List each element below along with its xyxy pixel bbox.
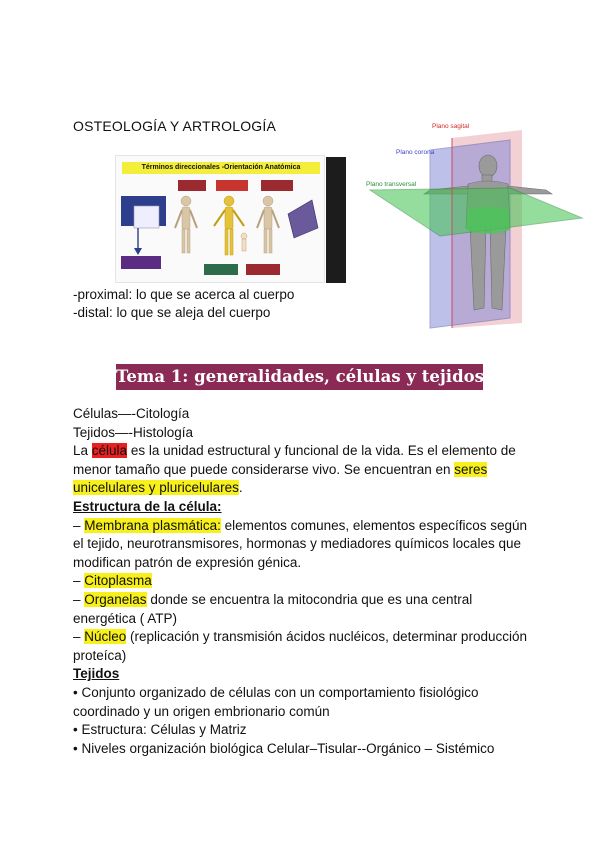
directional-terms-figure [115,155,325,283]
dark-strip [326,157,346,283]
figure-title: Términos direccionales -Orientación Anatómica [122,162,320,174]
directional-figure-graphic [116,156,326,284]
bullet-item: • Niveles organización biológica Celular–Tisular--Orgánico – Sistémico [73,740,495,756]
highlight-cell: célula [91,443,128,459]
topic-banner: Tema 1: generalidades, células y tejidos [116,364,483,390]
coronal-label: Plano corona [396,149,435,156]
highlight-cytoplasm: Citoplasma [84,573,152,589]
anatomical-planes-figure [360,118,590,333]
line-histology: Tejidos—-Histología [73,424,194,440]
definition-proximal: -proximal: lo que se acerca al cuerpo [73,287,295,302]
transverse-label: Plano transversal [366,181,417,188]
heading-cell-structure: Estructura de la célula: [73,498,222,514]
definition-distal: -distal: lo que se aleja del cuerpo [73,305,271,320]
document-heading: OSTEOLOGÍA Y ARTROLOGÍA [73,118,277,134]
bullet-item: • Conjunto organizado de células con un comportamiento fisiológico coordinado y un origen embrionario común [73,684,479,719]
highlight-membrane: Membrana plasmática: [84,517,221,533]
highlight-nucleus: Núcleo [84,629,127,645]
line-cytology: Células—-Citología [73,406,190,421]
sagittal-label: Plano sagital [432,123,470,130]
item-nucleus: – Núcleo (replicación y transmisión ácidos nucléicos, determinar producción proteíca) [73,629,527,663]
bullet-item: • Estructura: Células y Matriz [73,722,247,738]
item-cytoplasm: – Citoplasma [73,573,152,589]
main-content [73,405,533,758]
item-organelles: – Organelas donde se encuentra la mitocondria que es una central energética ( ATP) [73,591,473,626]
highlight-organelles: Organelas [84,591,147,607]
item-membrane: – Membrana plasmática: elementos comunes, elementos específicos según el tejido, neurotransmisores, hormonas y mediadores químicos locales que modifican patrón de expresión génica. [73,517,527,570]
heading-tissues: Tejidos [73,666,120,682]
highlight-organisms: seres unicelulares y pluricelulares [73,461,488,496]
paragraph-cell: La célula es la unidad estructural y funcional de la vida. Es el elemento de menor tamaño que puede considerarse vivo. Se encuentran en seres unicelulares y pluricelulares. [73,443,516,496]
